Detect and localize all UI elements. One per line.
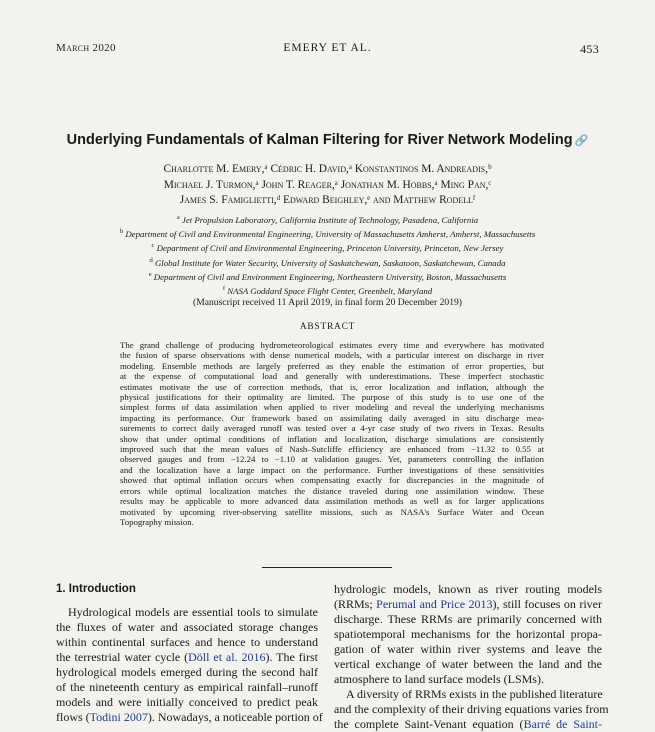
- abstract-line: physical justifications for their optimality are limited. The purpose of this study is to use one of the: [120, 392, 544, 403]
- abstract-line: motivated by upcoming river-observing satellite missions, such as NASA's Surface Water and Ocean: [120, 506, 544, 517]
- paper-title: [0, 132, 655, 148]
- body-line: [56, 605, 318, 620]
- affiliation: $^b$ Department of Civil and Environmental Engineering, University of Massachusetts Amherst, Amherst, Massachusetts: [119, 228, 536, 240]
- body-line: [334, 582, 602, 597]
- paper-title-text: Underlying Fundamentals of Kalman Filtering for River Network Modeling: [66, 132, 573, 148]
- page-number: 453: [580, 42, 599, 56]
- body-text: and the complexity of their driving equations varies from: [334, 702, 609, 716]
- body-text: gation of water within river systems and leave the: [334, 642, 602, 656]
- author-line: Charlotte M. Emery,ᵃ Cédric H. David,ᵃ Konstantinos M. Andreadis,ᵇ: [163, 163, 492, 175]
- intro-left-text: [56, 605, 323, 725]
- running-header-date: March 2020: [56, 42, 116, 54]
- body-line: [56, 650, 318, 665]
- body-text: the terrestrial water cycle (: [56, 650, 189, 664]
- body-line: [334, 657, 602, 672]
- citation-link[interactable]: Döll et al. 2016: [188, 650, 266, 664]
- body-line: [334, 612, 602, 627]
- body-text: ). The first: [265, 650, 319, 664]
- abstract-line: the fusion of sparse observations with dense numerical models, with a particular interest on discharge in river: [120, 350, 544, 361]
- body-text: spatiotemporal mechanisms for the horizontal propa-: [334, 627, 602, 641]
- manuscript-received: (Manuscript received 11 April 2019, in final form 20 December 2019): [193, 297, 462, 308]
- body-line: [56, 665, 318, 680]
- body-text: vertical exchange of water between the land and the: [334, 657, 602, 671]
- affiliation: $^c$ Department of Civil and Environmental Engineering, Princeton University, Princeton, New Jersey: [151, 242, 504, 254]
- intro-right-text: [334, 582, 609, 732]
- abstract-line: impacting its performance. Our framework based on assimilating daily averaged in situ discharge mea-: [120, 412, 544, 423]
- body-line: [334, 627, 602, 642]
- body-line: [334, 642, 602, 657]
- body-text: discharge. These RRMs are primarily concerned with: [334, 612, 602, 626]
- body-text: A diversity of RRMs exists in the published literature: [346, 687, 603, 701]
- affiliation: $^a$ Jet Propulsion Laboratory, California Institute of Technology, Pasadena, California: [176, 214, 479, 225]
- body-line: [56, 620, 318, 635]
- citation-link[interactable]: Barré de Saint-: [523, 717, 603, 731]
- abstract-body: [120, 340, 544, 527]
- body-text: ), still focuses on river: [492, 597, 602, 611]
- body-text: hydrological models emerged during the second half: [56, 665, 318, 679]
- abstract-line: estimates motivate the use of correction methods, that is, error localization and inflation, although the: [120, 381, 544, 392]
- abstract-line: modeling. Ensemble methods are largely preferred as they enable the estimation of error properties, but: [120, 360, 544, 371]
- body-text: of the nineteenth century as empirical rainfall–runoff: [56, 680, 318, 694]
- abstract-line: observed gauges and from −12.24 to −1.10 at validation gauges. Yet, parameters controlling the inflation: [120, 454, 544, 465]
- running-header-authors: EMERY ET AL.: [283, 42, 372, 54]
- author-line: James S. Famiglietti,ᵈ Edward Beighley,ᵉ and Matthew Rodellᶠ: [179, 194, 476, 206]
- affiliation: $^f$ NASA Goddard Space Flight Center, Greenbelt, Maryland: [222, 285, 433, 297]
- body-text: (RRMs;: [334, 597, 377, 611]
- abstract-line: surements to correct daily averaged runoff was tested over a 4-yr case study of two rivers in Texas. Results: [120, 423, 544, 434]
- author-line: Michael J. Turmon,ᵃ John T. Reager,ᵃ Jonathan M. Hobbs,ᵃ Ming Pan,ᶜ: [163, 178, 492, 191]
- body-text: the fluxes of water and associated storage changes: [56, 620, 318, 634]
- body-line: [56, 710, 323, 725]
- affiliation: $^d$ Global Institute for Water Security, University of Saskatchewan, Saskatoon, Saskatchewan, Canada: [149, 256, 506, 268]
- body-text: within continental surfaces and hence to understand: [56, 635, 318, 649]
- body-line: [56, 635, 318, 650]
- body-text: atmosphere to land surface models (LSMs).: [334, 672, 544, 686]
- intro-left-column: [56, 582, 323, 725]
- body-line: [334, 687, 602, 702]
- body-text: Hydrological models are essential tools to simulate: [68, 605, 318, 619]
- section-divider: [262, 567, 392, 568]
- abstract-line: show that under optimal conditions of inflation and localization, discharge simulations are consistently: [120, 433, 544, 444]
- abstract-line: Topography mission.: [120, 516, 194, 527]
- body-text: flows (: [56, 710, 90, 724]
- abstract-line: results may be applicable to more advanced data assimilation methods as well as for larger applications: [120, 496, 544, 507]
- body-text: the complete Saint-Venant equation (: [334, 717, 524, 731]
- body-line: [334, 717, 602, 732]
- abstract-line: showed that optimal inflation occurs when compensating exactly for discrepancies in the magnitude of: [120, 475, 544, 486]
- body-line: [334, 702, 609, 717]
- body-text: hydrologic models, known as river routing models: [334, 582, 602, 596]
- body-line: [56, 695, 318, 710]
- section-heading: 1. Introduction: [56, 583, 136, 595]
- abstract-heading: ABSTRACT: [299, 322, 356, 332]
- body-line: [56, 680, 318, 695]
- abstract-line: errors while optimal localization matches the distance traveled during one assimilation window. These: [120, 485, 544, 496]
- affiliation-list: [0, 212, 655, 297]
- open-access-icon: 🔗: [574, 135, 589, 147]
- abstract-line: The grand challenge of producing hydrometeorological estimates every time and everywhere has motivated: [120, 340, 544, 350]
- body-text: models and were initially conceived to predict peak: [56, 695, 318, 709]
- body-text: ). Nowadays, a noticeable portion of: [147, 710, 323, 724]
- body-line: [334, 672, 602, 687]
- intro-right-column: [334, 582, 609, 732]
- abstract-line: at the expense of computational load and generally with underestimations. These imperfect stochastic: [120, 371, 544, 382]
- author-list: [0, 162, 655, 209]
- affiliation: $^e$ Department of Civil and Environment Engineering, Northeastern University, Boston, Massachusetts: [148, 270, 507, 282]
- abstract-line: simplest forms of data assimilation when applied to river modeling and reveal the underlying mechanisms: [120, 402, 544, 413]
- abstract-line: and the localization have a large impact on the performance. Further investigations of these sensitivities: [120, 464, 544, 475]
- body-line: [334, 597, 602, 612]
- abstract-line: improved such that the mean values of Nash–Sutcliffe efficiency are enhanced from −11.32 to 0.55 at: [120, 444, 544, 455]
- citation-link[interactable]: Todini 2007: [89, 710, 148, 724]
- citation-link[interactable]: Perumal and Price 2013: [376, 597, 493, 611]
